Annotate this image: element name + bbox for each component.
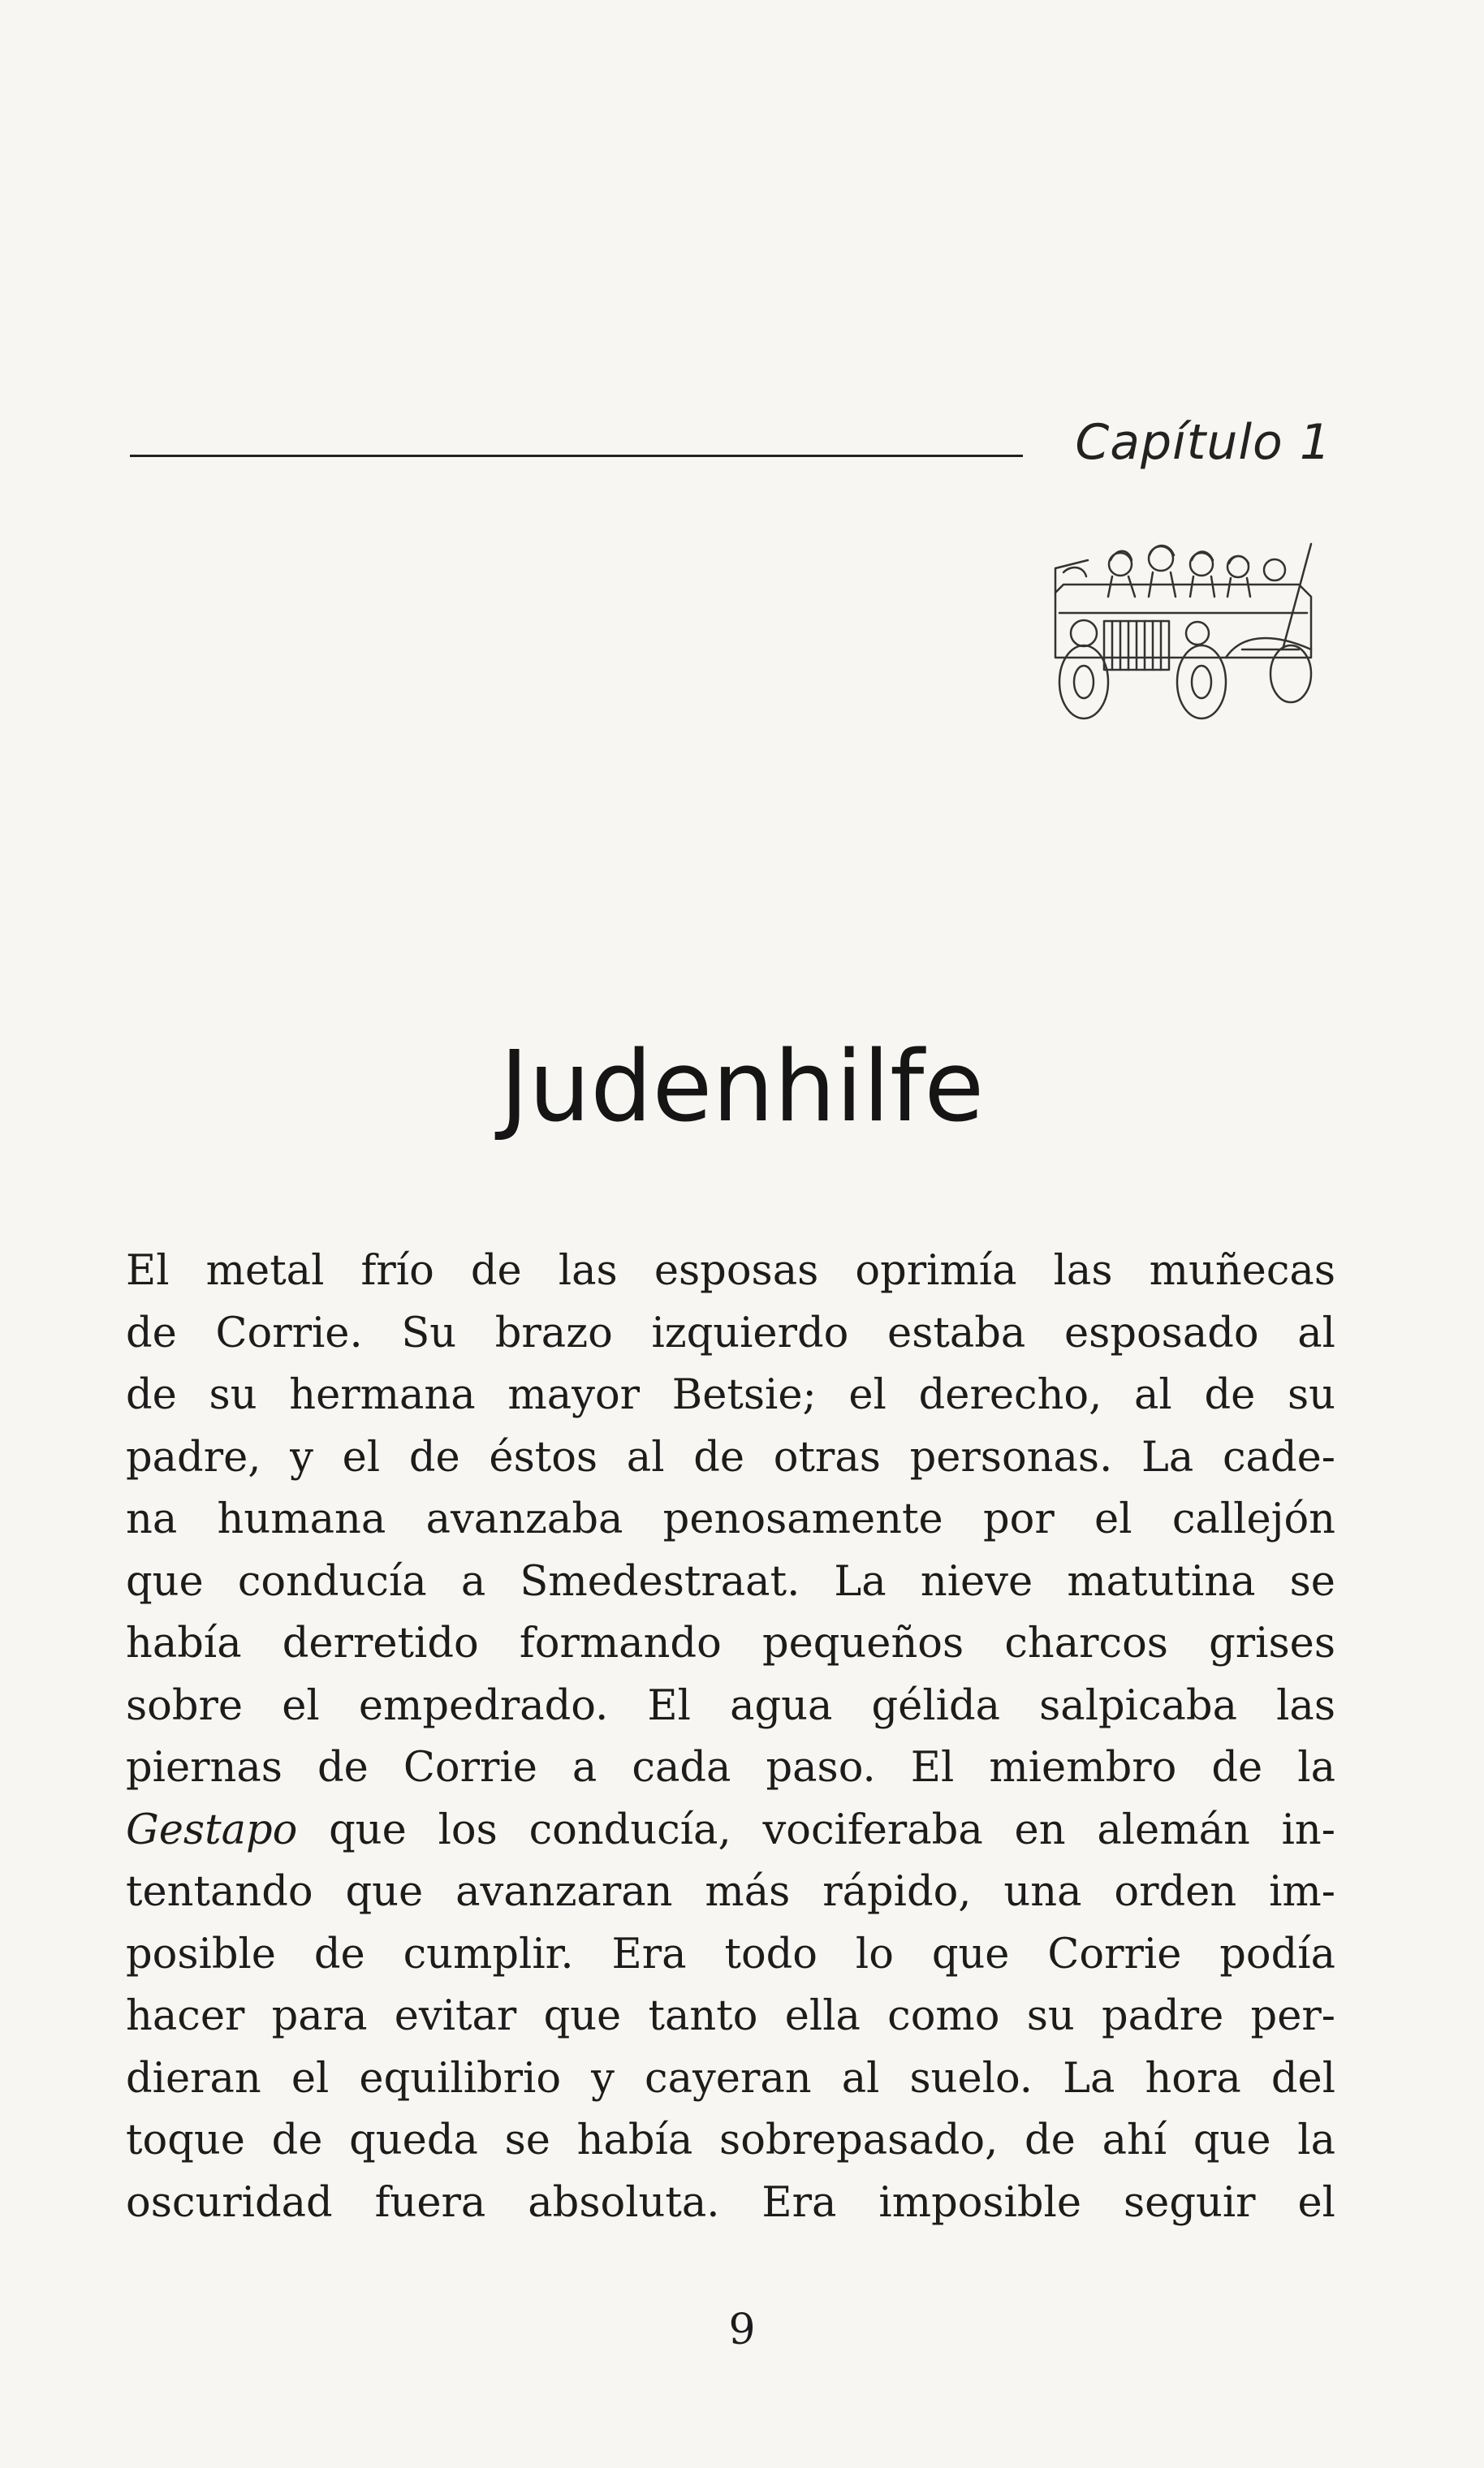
chapter-title: Judenhilfe: [499, 1031, 985, 1144]
text-line: dieran el equilibrio y cayeran al suelo. La hora del: [126, 2054, 1335, 2103]
text-line: sobre el empedrado. El agua gélida salpicaba las: [126, 1681, 1335, 1730]
emphasis-word: Gestapo: [126, 1806, 298, 1854]
text-line: que conducía a Smedestraat. La nieve matutina se: [126, 1557, 1335, 1606]
text-line: de su hermana mayor Betsie; el derecho, al de su: [126, 1371, 1335, 1419]
text-line: Gestapo que los conducía, vociferaba en alemán in-: [126, 1806, 1335, 1854]
text-line: tentando que avanzaran más rápido, una orden im-: [126, 1868, 1335, 1916]
text-line: padre, y el de éstos al de otras personas. La cade-: [126, 1433, 1335, 1482]
text-line: hacer para evitar que tanto ella como su padre per-: [126, 1992, 1335, 2040]
text-line: piernas de Corrie a cada paso. El miembro de la: [126, 1744, 1335, 1792]
text-line: toque de queda se había sobrepasado, de ahí que la: [126, 2116, 1335, 2164]
text-line: posible de cumplir. Era todo lo que Corrie podía: [126, 1930, 1335, 1978]
chapter-label: Capítulo 1: [1075, 414, 1331, 471]
chapter-rule-divider: [130, 455, 1023, 457]
text-line: oscuridad fuera absoluta. Era imposible seguir el: [126, 2178, 1335, 2227]
text-line: de Corrie. Su brazo izquierdo estaba esposado al: [126, 1309, 1335, 1357]
car-with-passengers-sketch-icon: [1039, 536, 1339, 731]
body-text: [126, 1240, 1335, 2234]
text-line: na humana avanzaba penosamente por el callejón: [126, 1495, 1335, 1543]
text-line: había derretido formando pequeños charcos grises: [126, 1620, 1335, 1668]
chapter-header: [130, 414, 1331, 487]
text-line: El metal frío de las esposas oprimía las muñecas: [126, 1247, 1335, 1295]
page-number: 9: [728, 2306, 756, 2354]
